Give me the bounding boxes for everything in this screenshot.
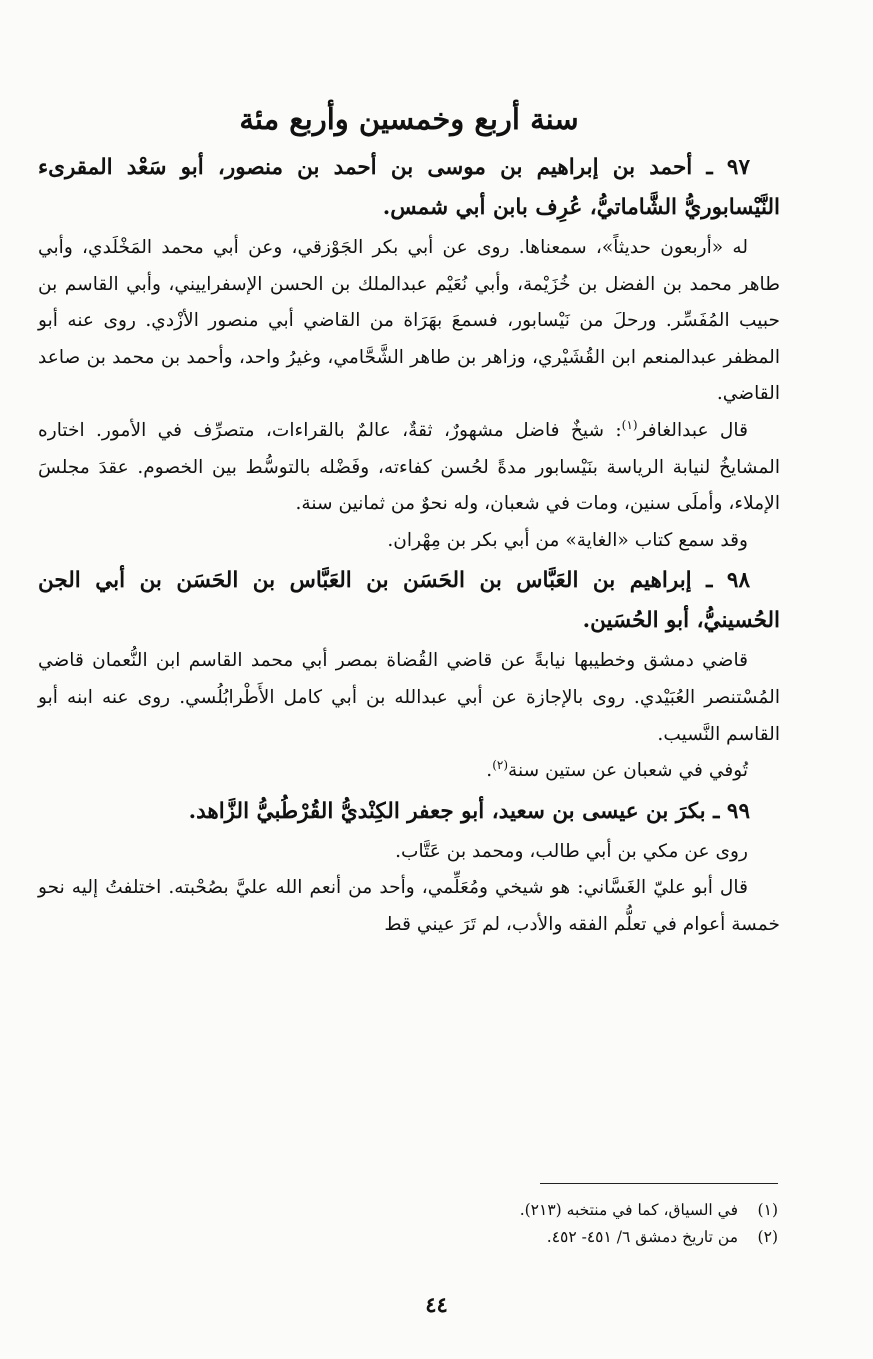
footnote-2-number: (٢) <box>757 1228 778 1246</box>
entry-98-paragraph-2-start: تُوفي في شعبان عن ستين سنة <box>508 760 748 782</box>
footnote-1 <box>300 1197 778 1224</box>
entry-heading-98: ٩٨ ـ إبراهيم بن العَبَّاس بن الحَسَن بن العَبَّاس بن الحَسَن بن أبي الجن الحُسينيُّ، أبو الحُسَين. <box>38 568 780 634</box>
footnote-2-text: من تاريخ دمشق ٦/ ٤٥١- ٤٥٢. <box>546 1228 738 1246</box>
footnote-divider <box>540 1183 778 1184</box>
entry-98-paragraph-2-rest: . <box>486 760 493 782</box>
footnote-1-text: في السياق، كما في منتخبه (٢١٣). <box>519 1201 738 1219</box>
footnote-2 <box>300 1224 778 1251</box>
footnotes <box>300 1197 778 1251</box>
entry-98-paragraph-2 <box>38 753 780 790</box>
entry-heading-97: ٩٧ ـ أحمد بن إبراهيم بن موسى بن أحمد بن منصور، أبو سَعْد المقرىء النَّيْسابوريُّ الشَّاماتيُّ، عُرِف بابن أبي شمس. <box>38 155 780 220</box>
footnote-ref-2: (٢) <box>492 757 509 772</box>
entry-97-paragraph-2-start: قال عبدالغافر <box>637 419 748 441</box>
page-title: سنة أربع وخمسين وأربع مئة <box>239 102 579 136</box>
entry-97-paragraph-1: له «أربعون حديثاً»، سمعناها. روى عن أبي بكر الجَوْزقي، وعن أبي محمد المَخْلَدي، وأبي طاهر محمد بن الفضل بن خُزَيْمة، وأبي نُعَيْم عبدالملك بن الحسن الإسفراييني، وأبي القاسم بن حبيب المُفَسِّر. ورحلَ من نَيْسابور، فسمعَ بهَرَاة من القاضي أبي منصور الأزْدي. روى عنه أبو المظفر عبدالمنعم ابن القُشَيْري، وزاهر بن طاهر الشَّحَّامي، وغيرُ واحد، وأحمد بن محمد بن صاعد القاضي. <box>38 237 780 405</box>
entry-99-paragraph-2: قال أبو عليّ الغَسَّاني: هو شيخي ومُعَلِّمي، وأحد من أنعم الله عليَّ بصُحْبته. اختلفتُ إليه نحو خمسة أعوام في تعلُّم الفقه والأدب، لم تَرَ عيني قط <box>38 877 780 935</box>
footnote-1-number: (١) <box>757 1201 778 1219</box>
entry-97-paragraph-2 <box>38 413 780 523</box>
page-number: ٤٤ <box>425 1292 448 1317</box>
entry-heading-99: ٩٩ ـ بكرَ بن عيسى بن سعيد، أبو جعفر الكِنْديُّ القُرْطُبيُّ الزَّاهد. <box>188 798 750 824</box>
entry-98-paragraph-1: قاضي دمشق وخطيبها نيابةً عن قاضي القُضاة بمصر أبي محمد القاسم ابن النُّعمان قاضي المُسْتنصر العُبَيْدي. روى بالإجازة عن أبي عبدالله بن أبي كامل الأَطْرابُلُسي. روى عنه ابنه أبو القاسم النَّسيب. <box>38 650 780 745</box>
entry-99-paragraph-1: روى عن مكي بن أبي طالب، ومحمد بن عَتَّاب. <box>395 840 748 862</box>
entry-97-paragraph-2-rest: : شيخٌ فاضل مشهورٌ، ثقةٌ، عالمٌ بالقراءات، متصرِّف في الأمور. اختاره المشايخُ لنيابة الرياسة بنَيْسابور مدةً لحُسن كفاءته، وفَضْله بالتوسُّط بين الخصوم. عقدَ مجلسَ الإملاء، وأملَى سنين، ومات في شعبان، وله نحوٌ من ثمانين سنة. <box>38 419 780 515</box>
entry-97-paragraph-3: وقد سمع كتاب «الغاية» من أبي بكر بن مِهْران. <box>387 529 748 551</box>
page-body <box>38 96 780 944</box>
footnote-ref-1: (١) <box>621 417 638 432</box>
